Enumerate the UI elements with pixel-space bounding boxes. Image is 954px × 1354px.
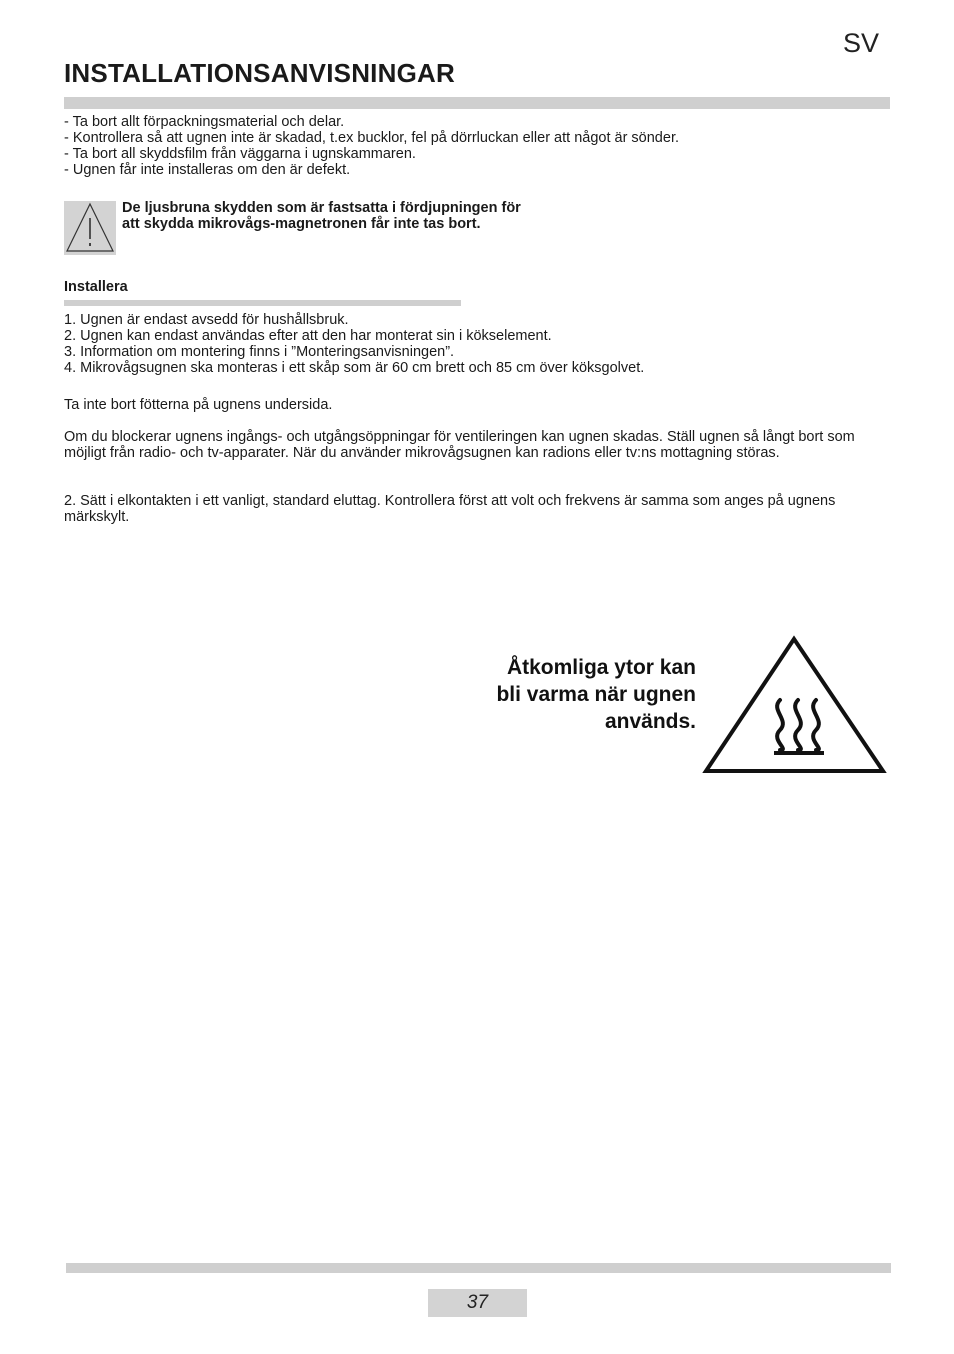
paragraph: Om du blockerar ugnens ingångs- och utgångsöppningar för ventileringen kan ugnen skadas. Ställ ugnen så långt bort som möjligt från radio- och tv-apparater. När du använder mikrovågsugnen kan radions eller tv:ns mottagning störas. <box>64 429 855 461</box>
warning-box <box>64 201 116 255</box>
intro-list <box>64 114 679 178</box>
list-item: 4. Mikrovågsugnen ska monteras i ett skåp som är 60 cm brett och 85 cm över köksgolvet. <box>64 360 645 376</box>
install-steps <box>64 312 644 376</box>
warning-line: används. <box>604 710 696 733</box>
warning-line: att skydda mikrovågs-magnetronen får inte tas bort. <box>122 216 481 232</box>
exclamation-triangle-icon <box>64 201 116 255</box>
paragraph: Ta inte bort fötterna på ugnens undersida. <box>64 397 333 413</box>
list-item: - Kontrollera så att ugnen inte är skadad, t.ex bucklor, fel på dörrluckan eller att något är sönder. <box>64 130 679 146</box>
warning-line: bli varma när ugnen <box>496 683 696 706</box>
list-item: - Ta bort all skyddsfilm från väggarna i ugnskammaren. <box>64 146 416 162</box>
page-number: 37 <box>428 1289 527 1317</box>
hot-surface-warning-text <box>420 654 696 735</box>
warning-line: Åtkomliga ytor kan <box>506 656 696 679</box>
paragraph: 2. Sätt i elkontakten i ett vanligt, standard eluttag. Kontrollera först att volt och frekvens är samma som anges på ugnens märkskylt. <box>64 493 836 525</box>
list-item: - Ta bort allt förpackningsmaterial och delar. <box>64 114 345 130</box>
page-title: INSTALLATIONSANVISNINGAR <box>64 58 455 88</box>
section-heading-install: Installera <box>64 279 128 295</box>
list-item: 1. Ugnen är endast avsedd för hushållsbruk. <box>64 312 349 328</box>
list-item: - Ugnen får inte installeras om den är defekt. <box>64 162 351 178</box>
list-item: 3. Information om montering finns i ”Monteringsanvisningen”. <box>64 344 455 360</box>
title-divider <box>64 97 890 109</box>
footer-divider <box>66 1263 891 1273</box>
hot-surface-warning-icon <box>700 632 890 777</box>
warning-text <box>122 200 521 232</box>
section-divider <box>64 300 461 306</box>
list-item: 2. Ugnen kan endast användas efter att den har monterat sin i kökselement. <box>64 328 552 344</box>
warning-line: De ljusbruna skydden som är fastsatta i fördjupningen för <box>122 200 521 216</box>
language-code: SV <box>842 28 879 58</box>
